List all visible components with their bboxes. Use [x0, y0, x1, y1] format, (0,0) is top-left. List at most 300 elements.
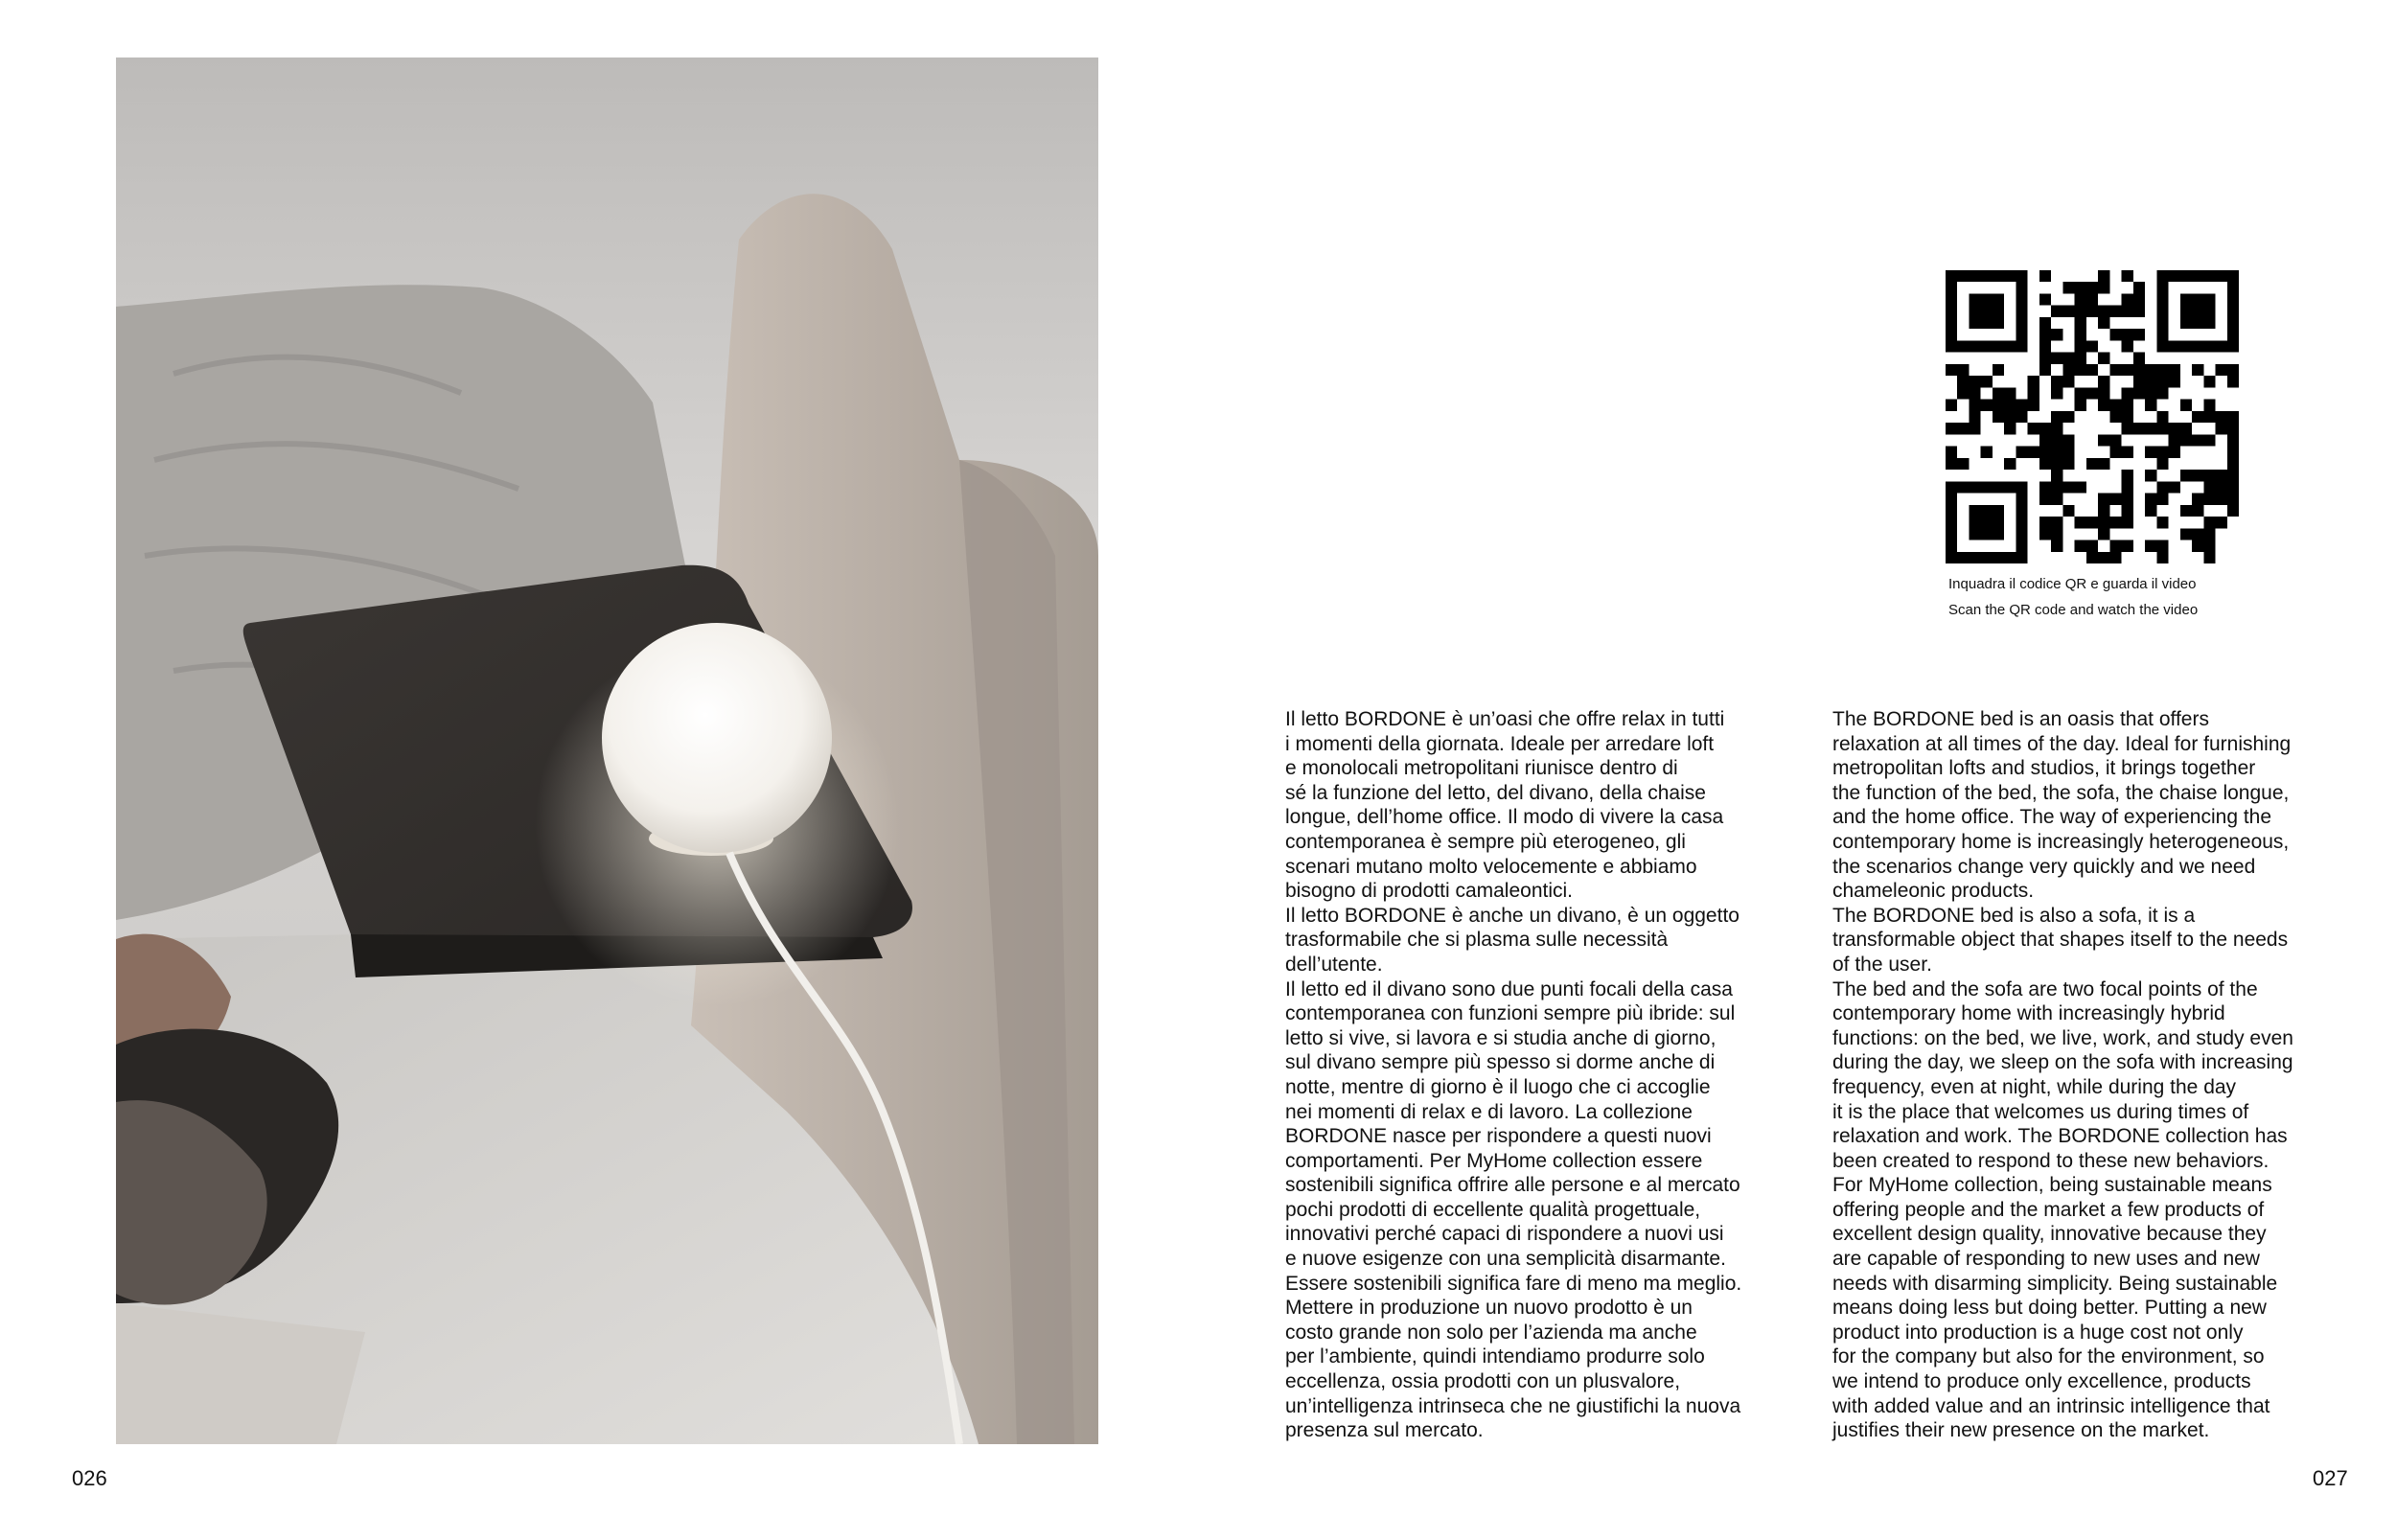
qr-module: [1946, 270, 1957, 282]
qr-module: [2192, 494, 2203, 505]
qr-module: [2086, 364, 2098, 376]
qr-module: [2016, 270, 2027, 282]
qr-module: [1957, 481, 1969, 493]
qr-module: [2098, 306, 2109, 317]
qr-module: [1957, 423, 1969, 434]
qr-module: [2016, 317, 2027, 329]
qr-module: [2180, 423, 2192, 434]
qr-module: [1946, 458, 1957, 470]
qr-module: [2075, 317, 2086, 329]
qr-module: [2169, 481, 2180, 493]
qr-module: [2227, 340, 2239, 352]
qr-module: [2028, 387, 2039, 399]
qr-module: [2039, 364, 2051, 376]
qr-module: [2227, 293, 2239, 305]
qr-module: [1957, 364, 1969, 376]
qr-module: [2156, 293, 2168, 305]
qr-module: [2039, 458, 2051, 470]
qr-module: [2098, 387, 2109, 399]
qr-module: [1993, 340, 2004, 352]
qr-module: [2216, 481, 2227, 493]
english-text-column: [1832, 707, 2369, 1443]
qr-module: [2062, 376, 2074, 387]
qr-caption-it: Inquadra il codice QR e guarda il video: [1948, 576, 2197, 592]
qr-module: [2039, 340, 2051, 352]
italian-paragraph: Il letto BORDONE è anche un divano, è un oggetto trasformabile che si plasma sulle necessità dell’utente.: [1285, 904, 1739, 976]
qr-module: [2145, 423, 2156, 434]
qr-module: [2227, 270, 2239, 282]
qr-module: [1993, 400, 2004, 411]
qr-module: [2075, 306, 2086, 317]
qr-module: [1946, 340, 1957, 352]
qr-module: [2180, 470, 2192, 481]
qr-module: [2169, 447, 2180, 458]
qr-module: [2004, 552, 2016, 563]
qr-module: [2227, 434, 2239, 446]
english-paragraph: The BORDONE bed is also a sofa, it is a transformable object that shapes itself to the needs of the user.: [1832, 904, 2289, 976]
qr-module: [2086, 540, 2098, 552]
qr-module: [2028, 447, 2039, 458]
qr-module: [2062, 411, 2074, 423]
qr-module: [2180, 528, 2192, 540]
qr-module: [2203, 376, 2215, 387]
qr-module: [1993, 517, 2004, 528]
qr-module: [1957, 552, 1969, 563]
qr-module: [2133, 282, 2145, 293]
qr-module: [2039, 447, 2051, 458]
qr-module: [2227, 376, 2239, 387]
qr-module: [2016, 411, 2027, 423]
qr-module: [2122, 364, 2133, 376]
qr-module: [2180, 317, 2192, 329]
qr-module: [2216, 494, 2227, 505]
qr-module: [2227, 411, 2239, 423]
qr-module: [2203, 481, 2215, 493]
qr-module: [1946, 481, 1957, 493]
qr-module: [1957, 458, 1969, 470]
qr-module: [2145, 376, 2156, 387]
qr-module: [2203, 552, 2215, 563]
qr-module: [2039, 270, 2051, 282]
italian-paragraph: Il letto BORDONE è un’oasi che offre relax in tutti i momenti della giornata. Ideale per arredare loft e monolocali metropolitani riunisce dentro di sé la funzione del letto, del divano, della chaise longue, dell’home office. Il modo di vivere la casa contemporanea è sempre più eterogeneo, gli scenari mutano molto velocemente e abbiamo bisogno di prodotti camaleontici.: [1285, 708, 1725, 903]
qr-module: [2192, 317, 2203, 329]
qr-module: [2062, 306, 2074, 317]
qr-caption-en: Scan the QR code and watch the video: [1948, 602, 2199, 618]
qr-module: [2039, 317, 2051, 329]
product-photo: [116, 57, 1098, 1444]
qr-module: [1981, 306, 1993, 317]
qr-module: [2203, 517, 2215, 528]
qr-module: [1993, 505, 2004, 517]
qr-module: [2156, 306, 2168, 317]
qr-module: [2051, 517, 2062, 528]
qr-module: [1993, 317, 2004, 329]
qr-module: [1957, 376, 1969, 387]
qr-module: [2192, 270, 2203, 282]
qr-module: [2133, 387, 2145, 399]
qr-module: [2109, 306, 2121, 317]
page-number-right: 027: [2313, 1466, 2348, 1490]
qr-module: [2122, 423, 2133, 434]
qr-module: [2062, 447, 2074, 458]
qr-module: [2109, 411, 2121, 423]
qr-module: [2203, 411, 2215, 423]
qr-module: [1981, 376, 1993, 387]
qr-module: [1969, 481, 1980, 493]
qr-module: [2156, 423, 2168, 434]
qr-module: [2016, 340, 2027, 352]
qr-module: [2086, 552, 2098, 563]
qr-module: [2180, 505, 2192, 517]
qr-module: [2180, 306, 2192, 317]
qr-module: [2122, 387, 2133, 399]
qr-module: [2227, 494, 2239, 505]
qr-module: [2156, 447, 2168, 458]
qr-module: [1946, 329, 1957, 340]
qr-module: [2109, 400, 2121, 411]
qr-module: [2075, 540, 2086, 552]
qr-module: [1981, 552, 1993, 563]
qr-module: [2156, 376, 2168, 387]
qr-module: [1969, 317, 1980, 329]
qr-module: [1946, 317, 1957, 329]
qr-module: [2016, 447, 2027, 458]
qr-module: [2145, 494, 2156, 505]
qr-module: [1981, 481, 1993, 493]
qr-module: [2216, 517, 2227, 528]
qr-module: [2075, 481, 2086, 493]
qr-module: [2216, 470, 2227, 481]
qr-module: [1946, 540, 1957, 552]
qr-module: [2227, 317, 2239, 329]
qr-module: [1969, 400, 1980, 411]
qr-module: [2122, 411, 2133, 423]
qr-module: [1969, 505, 1980, 517]
qr-module: [2133, 353, 2145, 364]
qr-module: [2145, 505, 2156, 517]
italian-text-column: [1285, 707, 1822, 1443]
qr-module: [2016, 481, 2027, 493]
qr-module: [2156, 481, 2168, 493]
qr-module: [2004, 340, 2016, 352]
qr-module: [2004, 423, 2016, 434]
qr-module: [2075, 340, 2086, 352]
qr-module: [1993, 387, 2004, 399]
page-number-left: 026: [72, 1466, 107, 1490]
qr-module: [2086, 387, 2098, 399]
qr-module: [1957, 270, 1969, 282]
qr-module: [2086, 282, 2098, 293]
qr-module: [2156, 411, 2168, 423]
qr-module: [2203, 528, 2215, 540]
qr-module: [2203, 317, 2215, 329]
qr-module: [1946, 364, 1957, 376]
qr-module: [2227, 470, 2239, 481]
qr-module: [2004, 411, 2016, 423]
qr-module: [2051, 447, 2062, 458]
qr-module: [1981, 528, 1993, 540]
qr-module: [1946, 552, 1957, 563]
qr-module: [2051, 306, 2062, 317]
qr-module: [2051, 540, 2062, 552]
qr-module: [2203, 434, 2215, 446]
qr-module: [2098, 282, 2109, 293]
qr-module: [2039, 517, 2051, 528]
qr-module: [1946, 423, 1957, 434]
qr-module: [2192, 434, 2203, 446]
qr-module: [2145, 540, 2156, 552]
qr-module: [2133, 423, 2145, 434]
qr-module: [2075, 364, 2086, 376]
qr-module: [2133, 329, 2145, 340]
qr-module: [2169, 364, 2180, 376]
qr-module: [2180, 434, 2192, 446]
qr-module: [2016, 306, 2027, 317]
qr-module: [2180, 293, 2192, 305]
qr-module: [1981, 505, 1993, 517]
qr-module: [2051, 353, 2062, 364]
english-paragraph: The bed and the sofa are two focal points of the contemporary home with increasingly hybrid functions: on the bed, we live, work, and study even during the day, we sleep on the sofa with increasing frequency, even at night, while during the day it is the place that welcomes us during times of relaxation and work. The BORDONE collection has been created to respond to these new behaviors. For MyHome collection, being sustainable means offering people and the market a few products of excellent design quality, innovative because they are capable of responding to new uses and new needs with disarming simplicity. Being sustainable means doing less but doing better. Putting a new product into production is a huge cost not only for the company but also for the environment, so we intend to produce only excellence, products with added value and an intrinsic intelligence that justifies their new presence on the market.: [1832, 977, 2293, 1442]
qr-module: [2016, 494, 2027, 505]
qr-module: [2028, 423, 2039, 434]
qr-module: [1993, 528, 2004, 540]
qr-module: [2051, 470, 2062, 481]
qr-module: [2109, 494, 2121, 505]
qr-module: [2039, 481, 2051, 493]
qr-module: [1969, 528, 1980, 540]
qr-module: [2004, 387, 2016, 399]
qr-module: [2051, 481, 2062, 493]
qr-module: [1993, 411, 2004, 423]
qr-module: [1981, 317, 1993, 329]
qr-module: [2192, 470, 2203, 481]
qr-module: [2051, 329, 2062, 340]
qr-module: [2203, 340, 2215, 352]
qr-module: [2062, 505, 2074, 517]
qr-module: [2062, 364, 2074, 376]
qr-module: [1969, 306, 1980, 317]
qr-module: [2004, 458, 2016, 470]
qr-module: [2016, 517, 2027, 528]
qr-module: [2122, 505, 2133, 517]
qr-module: [2098, 376, 2109, 387]
qr-module: [2133, 376, 2145, 387]
qr-module: [2203, 540, 2215, 552]
qr-module: [2145, 387, 2156, 399]
qr-module: [2109, 552, 2121, 563]
qr-module: [1981, 400, 1993, 411]
qr-module: [2192, 306, 2203, 317]
qr-module: [2203, 270, 2215, 282]
qr-module: [1969, 517, 1980, 528]
qr-module: [2004, 481, 2016, 493]
qr-module: [2086, 340, 2098, 352]
qr-module: [2051, 494, 2062, 505]
qr-module: [2156, 364, 2168, 376]
qr-module: [2156, 340, 2168, 352]
qr-module: [2122, 540, 2133, 552]
qr-module: [1957, 340, 1969, 352]
qr-module: [2109, 447, 2121, 458]
qr-module: [1969, 411, 1980, 423]
qr-module: [2062, 353, 2074, 364]
qr-module: [2156, 270, 2168, 282]
qr-module: [2062, 434, 2074, 446]
qr-module: [2122, 270, 2133, 282]
qr-module: [2192, 505, 2203, 517]
qr-module: [2098, 434, 2109, 446]
qr-module: [1946, 505, 1957, 517]
qr-module: [2075, 282, 2086, 293]
qr-module: [2145, 470, 2156, 481]
qr-module: [2016, 540, 2027, 552]
qr-module: [1981, 270, 1993, 282]
qr-module: [1981, 340, 1993, 352]
qr-module: [2051, 387, 2062, 399]
qr-module: [2004, 400, 2016, 411]
qr-module: [2062, 458, 2074, 470]
qr-module: [2192, 293, 2203, 305]
qr-module: [2122, 481, 2133, 493]
qr-module: [2039, 293, 2051, 305]
qr-module: [2109, 517, 2121, 528]
qr-module: [2156, 387, 2168, 399]
qr-module: [2016, 293, 2027, 305]
qr-module: [2109, 329, 2121, 340]
qr-module: [2075, 329, 2086, 340]
qr-module: [2133, 364, 2145, 376]
qr-module: [1946, 282, 1957, 293]
qr-module: [2216, 423, 2227, 434]
qr-module: [2098, 494, 2109, 505]
qr-module: [2122, 447, 2133, 458]
qr-module: [1946, 447, 1957, 458]
qr-module: [2004, 270, 2016, 282]
qr-module: [2098, 517, 2109, 528]
qr-module: [1969, 387, 1980, 399]
qr-module: [2075, 400, 2086, 411]
qr-module: [1969, 293, 1980, 305]
qr-module: [2039, 329, 2051, 340]
qr-module: [1946, 306, 1957, 317]
qr-module: [2156, 494, 2168, 505]
qr-module: [2203, 494, 2215, 505]
qr-module: [2016, 282, 2027, 293]
qr-module: [2051, 458, 2062, 470]
qr-module: [1946, 517, 1957, 528]
qr-module: [1946, 293, 1957, 305]
qr-module: [2075, 353, 2086, 364]
qr-module: [2192, 340, 2203, 352]
qr-module: [2156, 329, 2168, 340]
qr-module: [2122, 306, 2133, 317]
qr-module: [2169, 270, 2180, 282]
qr-caption: [1948, 571, 2293, 623]
qr-module: [2086, 306, 2098, 317]
qr-module: [1969, 423, 1980, 434]
qr-module: [2051, 434, 2062, 446]
qr-module: [2039, 528, 2051, 540]
qr-module: [2227, 364, 2239, 376]
qr-module: [2156, 317, 2168, 329]
qr-module: [2086, 458, 2098, 470]
qr-module: [2098, 505, 2109, 517]
qr-module: [2156, 552, 2168, 563]
qr-module: [2145, 447, 2156, 458]
qr-module: [2227, 505, 2239, 517]
qr-module: [2192, 528, 2203, 540]
qr-module: [2180, 340, 2192, 352]
qr-module: [2039, 494, 2051, 505]
qr-module: [1969, 340, 1980, 352]
qr-module: [2192, 411, 2203, 423]
qr-module: [2122, 494, 2133, 505]
qr-module: [2122, 340, 2133, 352]
qr-module: [2098, 317, 2109, 329]
qr-module: [2145, 364, 2156, 376]
qr-module: [1993, 270, 2004, 282]
qr-module: [2122, 329, 2133, 340]
qr-code[interactable]: [1946, 270, 2239, 563]
qr-module: [2203, 306, 2215, 317]
qr-module: [1981, 447, 1993, 458]
qr-module: [1946, 528, 1957, 540]
qr-module: [2156, 282, 2168, 293]
qr-module: [2039, 434, 2051, 446]
qr-module: [2016, 329, 2027, 340]
qr-module: [2216, 340, 2227, 352]
qr-module: [1993, 306, 2004, 317]
qr-module: [2016, 505, 2027, 517]
qr-module: [2098, 353, 2109, 364]
qr-module: [1969, 552, 1980, 563]
qr-module: [2216, 270, 2227, 282]
qr-module: [1946, 494, 1957, 505]
qr-module: [2075, 517, 2086, 528]
qr-module: [2051, 376, 2062, 387]
qr-module: [2086, 517, 2098, 528]
qr-module: [1993, 293, 2004, 305]
qr-module: [2156, 517, 2168, 528]
qr-module: [2075, 293, 2086, 305]
qr-module: [2051, 411, 2062, 423]
qr-module: [2192, 364, 2203, 376]
italian-paragraph: Il letto ed il divano sono due punti focali della casa contemporanea con funzioni sempre più ibride: sul letto si vive, si lavora e si studia anche di giorno, sul divano sempre più spesso si dorme anche di notte, mentre di giorno è il luogo che ci accoglie nei momenti di relax e di lavoro. La collezione BORDONE nasce per rispondere a questi nuovi comportamenti. Per MyHome collection essere sostenibili significa offrire alle persone e al mercato pochi prodotti di eccellente qualità progettuale, innovativi perché capaci di rispondere a nuovi usi e nuove esigenze con una semplicità disarmante. Essere sostenibili significa fare di meno ma meglio. Mettere in produzione un nuovo prodotto è un costo grande non solo per l’azienda ma anche per l’ambiente, quindi intendiamo produrre solo eccellenza, ossia prodotti con un plusvalore, un’intelligenza intrinseca che ne giustifichi la nuova presenza sul mercato.: [1285, 977, 1742, 1442]
qr-module: [2028, 376, 2039, 387]
qr-module: [2098, 458, 2109, 470]
qr-module: [2203, 293, 2215, 305]
qr-module: [2051, 528, 2062, 540]
qr-module: [2122, 400, 2133, 411]
qr-module: [2039, 353, 2051, 364]
qr-module: [2145, 400, 2156, 411]
qr-module: [1993, 481, 2004, 493]
qr-module: [2192, 540, 2203, 552]
qr-module: [2180, 400, 2192, 411]
qr-module: [2039, 423, 2051, 434]
qr-module: [2016, 552, 2027, 563]
qr-module: [2133, 293, 2145, 305]
qr-module: [2227, 423, 2239, 434]
qr-module: [2227, 282, 2239, 293]
qr-module: [2156, 458, 2168, 470]
qr-module: [1993, 364, 2004, 376]
qr-module: [1993, 552, 2004, 563]
qr-module: [2169, 423, 2180, 434]
qr-module: [2122, 470, 2133, 481]
qr-module: [2227, 458, 2239, 470]
qr-module: [2122, 293, 2133, 305]
